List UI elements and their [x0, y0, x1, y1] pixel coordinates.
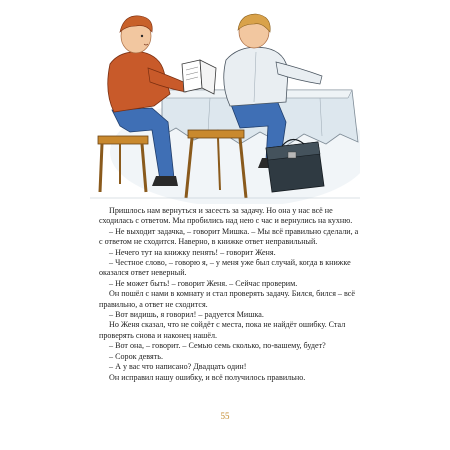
- paragraph: – Не может быть! – говорит Женя. – Сейчас проверим.: [109, 278, 298, 288]
- two-boys-at-table-illustration: [90, 2, 360, 204]
- open-book: [182, 60, 216, 94]
- paragraph: – Не выходит задачка, – говорит Мишка. – Мы всё правильно сделали, а с ответом не сходится. Наверно, в книжке ответ неправильный.: [99, 226, 359, 247]
- paragraph: Но Женя сказал, что не сойдёт с места, пока не найдёт ошибку. Стал проверять снова и наконец нашёл.: [99, 320, 346, 340]
- paragraph: – Сорок девять.: [109, 351, 163, 361]
- paragraph: – Вот она, – говорит. – Семью семь сколько, по-вашему, будет?: [109, 341, 326, 351]
- paragraph: – Вот видишь, я говорил! – радуется Мишка.: [109, 310, 264, 320]
- page-number: 55: [220, 411, 230, 421]
- story-text: [99, 206, 361, 383]
- paragraph: Он пошёл с нами в комнату и стал проверять задачу. Бился, бился – всё правильно, а ответ не сходится.: [99, 289, 355, 309]
- paragraph: Он исправил нашу ошибку, и всё получилось правильно.: [109, 372, 306, 382]
- paragraph: – Честное слово, – говорю я, – у меня уже был случай, когда в книжке оказался ответ неверный.: [99, 258, 351, 278]
- schoolbag: [266, 139, 324, 192]
- paragraph: – Нечего тут на книжку пенять! – говорит Женя.: [109, 247, 276, 257]
- paragraph: – А у вас что написано? Двадцать один!: [109, 362, 247, 372]
- paragraph: Пришлось нам вернуться и засесть за задачу. Но она у нас всё не сходилась с ответом. Мы пробились над нею с час и вернулись на кухню.: [99, 206, 353, 226]
